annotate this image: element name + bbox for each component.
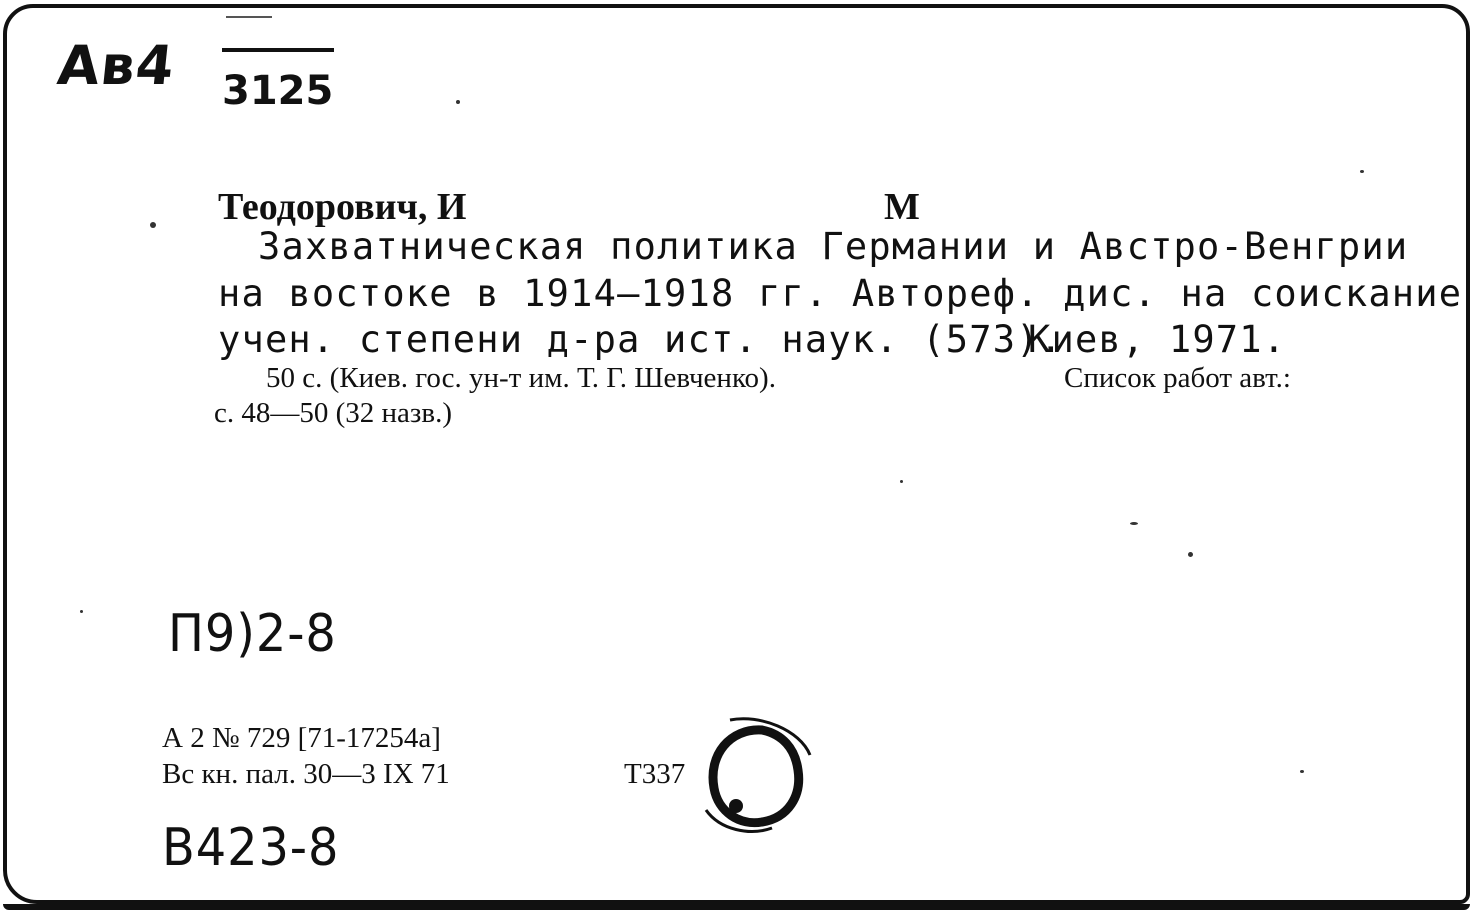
author-patronymic-initial: М: [884, 186, 920, 228]
author-name: Теодорович, И: [218, 186, 467, 228]
bibliography-note: Список работ авт.:: [1064, 362, 1291, 394]
shelf-mark-number: 3125: [222, 68, 334, 114]
speck: [900, 480, 903, 483]
shelf-mark: Ав4: [54, 34, 178, 97]
round-stamp-icon: [700, 710, 820, 840]
speck: [150, 222, 156, 228]
bibliography-pages: с. 48—50 (32 назв.): [214, 397, 452, 429]
speck: [1300, 770, 1304, 773]
handwritten-code-2: В423-8: [162, 818, 340, 878]
speck: [80, 610, 83, 613]
title-line-1: Захватническая политика Германии и Австро-Венгрии: [258, 225, 1409, 268]
imprint-chamber-date: Вс кн. пал. 30—3 IX 71: [162, 758, 450, 790]
publication-place-year: Киев, 1971.: [1028, 318, 1287, 361]
speck: [1188, 552, 1193, 557]
imprint-number: А 2 № 729 [71-17254а]: [162, 722, 441, 754]
speck: [1130, 522, 1138, 525]
shelf-mark-divider: [222, 48, 334, 52]
speck: [1360, 170, 1364, 173]
handwritten-code-1: П9)2-8: [168, 604, 337, 664]
shelf-mark-overline: [226, 16, 272, 18]
typography-number: Т337: [624, 758, 686, 790]
title-line-2: на востоке в 1914—1918 гг. Автореф. дис. на соискание: [218, 272, 1463, 315]
title-line-3: учен. степени д-ра ист. наук. (573).: [218, 318, 1064, 361]
physical-description: 50 с. (Киев. гос. ун-т им. Т. Г. Шевченко).: [266, 362, 776, 394]
speck: [456, 100, 460, 104]
